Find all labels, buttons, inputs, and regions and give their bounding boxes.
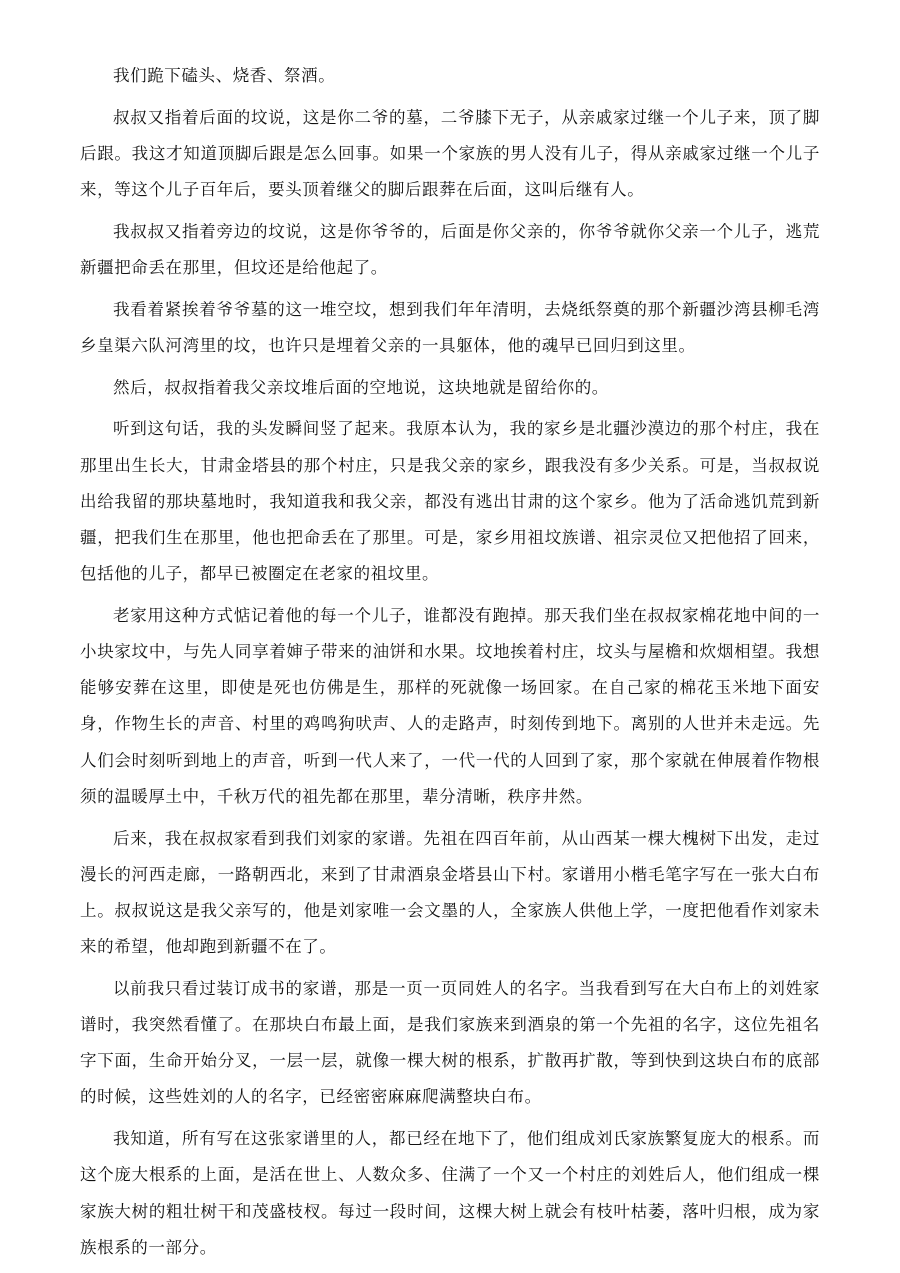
paragraph-3: 我叔叔又指着旁边的坟说，这是你爷爷的，后面是你父亲的，你爷爷就你父亲一个儿子，逃荒新疆把命丢在那里，但坟还是给他起了。 [80,221,820,278]
paragraph-10: 我知道，所有写在这张家谱里的人，都已经在地下了，他们组成刘氏家族繁复庞大的根系。而这个庞大根系的上面，是活在世上、人数众多、住满了一个又一个村庄的刘姓后人，他们组成一棵家族大树的粗壮树干和茂盛枝杈。每过一段时间，这棵大树上就会有枝叶枯萎，落叶归根，成为家族根系的一部分。 [80,1129,820,1257]
document-body [80,58,820,1272]
paragraph-1: 我们跪下磕头、烧香、祭酒。 [113,66,336,85]
paragraph-5: 然后，叔叔指着我父亲坟堆后面的空地说，这块地就是留给你的。 [113,377,609,397]
paragraph-9: 以前我只看过装订成书的家谱，那是一页一页同姓人的名字。当我看到写在大白布上的刘姓家谱时，我突然看懂了。在那块白布最上面，是我们家族来到酒泉的第一个先祖的名字，这位先祖名字下面，生命开始分叉，一层一层，就像一棵大树的根系，扩散再扩散，等到快到这块白布的底部的时候，这些姓刘的人的名字，已经密密麻麻爬满整块白布。 [80,978,820,1107]
paragraph-7: 老家用这种方式惦记着他的每一个儿子，谁都没有跑掉。那天我们坐在叔叔家棉花地中间的一小块家坟中，与先人同享着婶子带来的油饼和水果。坟地挨着村庄，坟头与屋檐和炊烟相望。我想能够安葬在这里，即使是死也仿佛是生，那样的死就像一场回家。在自己家的棉花玉米地下面安身，作物生长的声音、村里的鸡鸣狗吠声、人的走路声，时刻传到地下。离别的人世并未走远。先人们会时刻听到地上的声音，听到一代人来了，一代一代的人回到了家，那个家就在伸展着作物根须的温暖厚土中，千秋万代的祖先都在那里，辈分清晰，秩序井然。 [80,605,820,806]
paragraph-4: 我看着紧挨着爷爷墓的这一堆空坟，想到我们年年清明，去烧纸祭奠的那个新疆沙湾县柳毛湾乡皇渠六队河湾里的坟，也许只是埋着父亲的一具躯体，他的魂早已回归到这里。 [80,299,820,355]
paragraph-8: 后来，我在叔叔家看到我们刘家的家谱。先祖在四百年前，从山西某一棵大槐树下出发，走过漫长的河西走廊，一路朝西北，来到了甘肃酒泉金塔县山下村。家谱用小楷毛笔字写在一张大白布上。叔叔说这是我父亲写的，他是刘家唯一会文墨的人，全家族人供他上学，一度把他看作刘家未来的希望，他却跑到新疆不在了。 [80,828,820,957]
paragraph-6: 听到这句话，我的头发瞬间竖了起来。我原本认为，我的家乡是北疆沙漠边的那个村庄，我在那里出生长大，甘肃金塔县的那个村庄，只是我父亲的家乡，跟我没有多少关系。可是，当叔叔说出给我留的那块墓地时，我知道我和我父亲，都没有逃出甘肃的这个家乡。他为了活命逃饥荒到新疆，把我们生在那里，他也把命丢在了那里。可是，家乡用祖坟族谱、祖宗灵位又把他招了回来，包括他的儿子，都早已被圈定在老家的祖坟里。 [80,419,820,584]
paragraph-2: 叔叔又指着后面的坟说，这是你二爷的墓，二爷膝下无子，从亲戚家过继一个儿子来，顶了脚后跟。我这才知道顶脚后跟是怎么回事。如果一个家族的男人没有儿子，得从亲戚家过继一个儿子来，等这个儿子百年后，要头顶着继父的脚后跟葬在后面，这叫后继有人。 [80,107,820,200]
